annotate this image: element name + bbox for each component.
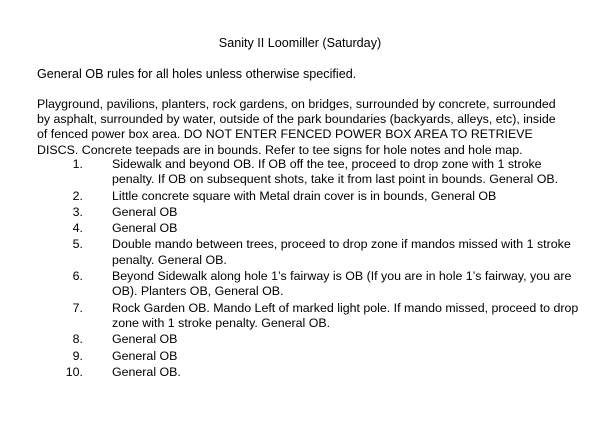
hole-number: 8. [72,332,83,347]
hole-rule-text: Rock Garden OB. Mando Left of marked light pole. If mando missed, proceed to drop zone with 1 stroke penalty. General OB. [112,300,579,330]
rules-line: of fenced power box area. DO NOT ENTER FENCED POWER BOX AREA TO RETRIEVE [37,127,533,142]
hole-rule-text: Beyond Sidewalk along hole 1’s fairway is OB (If you are in hole 1’s fairway, you are OB). Planters OB, General OB. [112,269,572,299]
list-item [0,332,587,347]
rules-line: by asphalt, surrounded by water, outside of the park boundaries (backyards, alleys, etc), inside [37,112,556,127]
list-item [0,269,587,300]
hole-number: 7. [72,300,83,315]
hole-number: 6. [72,269,83,284]
hole-rule-text: General OB [112,221,178,236]
ob-rules-paragraph [37,97,582,158]
hole-rule-text: General OB. [112,364,181,379]
hole-rules-list [0,157,600,381]
list-item [0,205,587,220]
list-item [0,189,587,204]
list-item [0,301,587,332]
hole-number: 4. [72,221,83,236]
hole-rule-text: Double mando between trees, proceed to drop zone if mandos missed with 1 stroke penalty. General OB. [112,237,571,267]
intro-paragraph: General OB rules for all holes unless otherwise specified. [37,67,357,81]
document-title: Sanity II Loomiller (Saturday) [218,36,382,50]
hole-rule-text: General OB [112,204,178,219]
hole-rule-text: General OB [112,348,178,363]
hole-number: 9. [72,348,83,363]
list-item [0,157,587,188]
hole-number: 5. [72,237,83,252]
hole-rule-text: General OB [112,332,178,347]
hole-number: 10. [65,364,83,379]
list-item [0,365,587,380]
rules-line: DISCS. Concrete teepads are in bounds. Refer to tee signs for hole notes and hole map. [37,142,523,157]
hole-rule-text: Sidewalk and beyond OB. If OB off the tee, proceed to drop zone with 1 stroke penalty. If OB on subsequent shots, take it from last point in bounds. General OB. [112,157,559,187]
list-item [0,221,587,236]
hole-number: 2. [72,188,83,203]
list-item [0,237,587,268]
hole-number: 3. [72,204,83,219]
hole-rule-text: Little concrete square with Metal drain cover is in bounds, General OB [112,188,497,203]
rules-line: Playground, pavilions, planters, rock gardens, on bridges, surrounded by concrete, surrounded [37,97,556,111]
hole-number: 1. [72,157,83,171]
list-item [0,349,587,364]
